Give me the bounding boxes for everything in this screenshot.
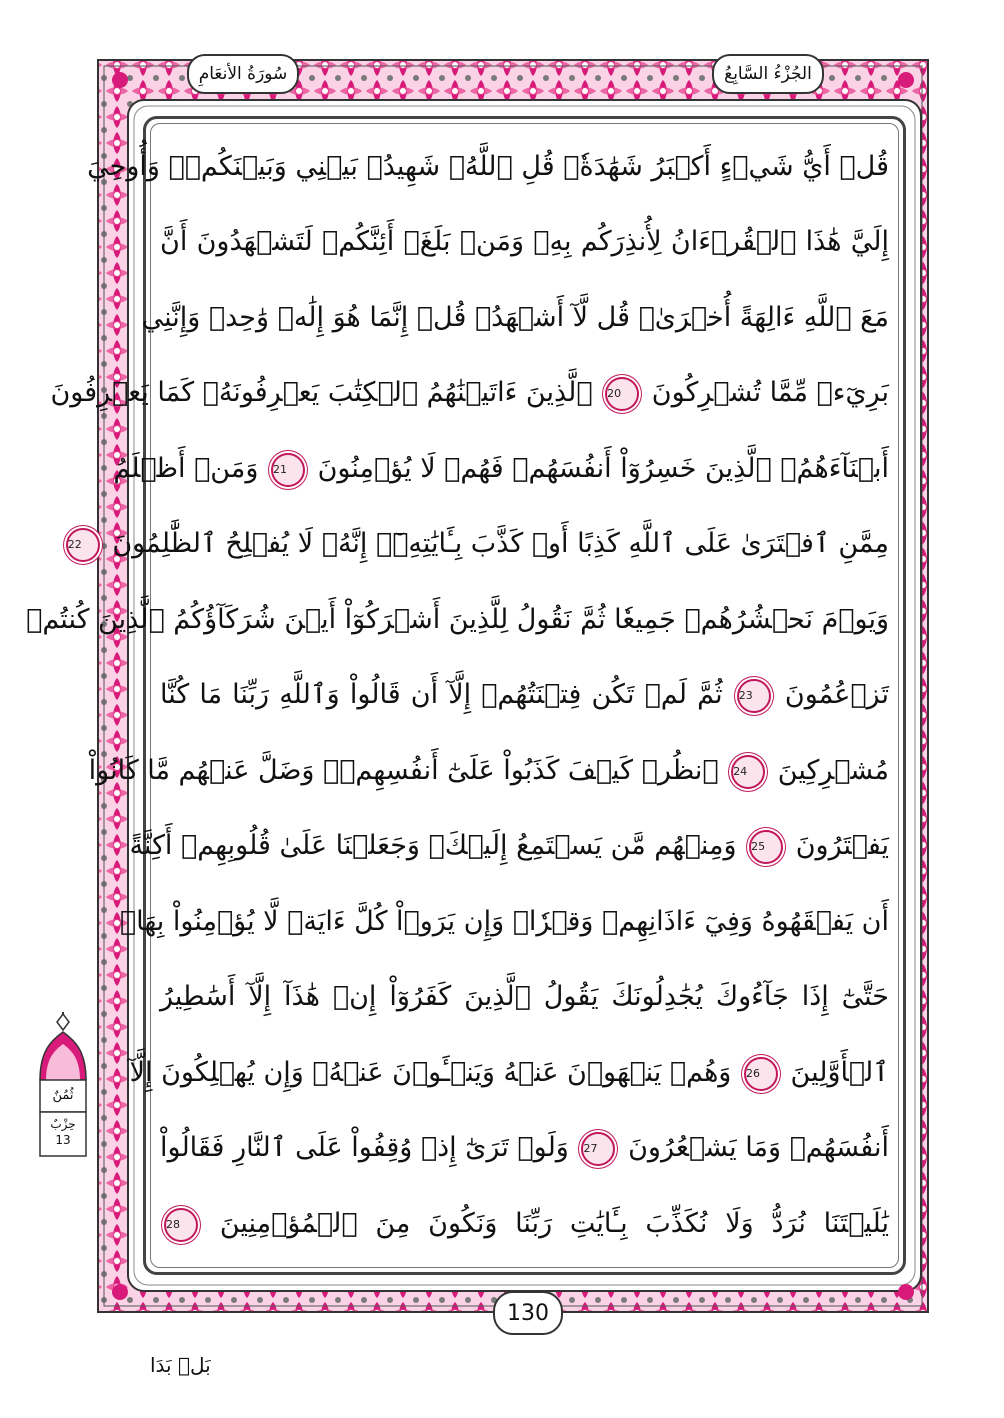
verse-text: مِمَّنِ ٱفۡتَرَىٰ عَلَى ٱللَّهِ كَذِبًا أَوۡ كَذَّبَ بِـَٔايَٰتِهِۦٓۚ إِنَّهُۥ لَا يُفۡلِحُ ٱلظَّٰلِمُونَ bbox=[112, 528, 889, 559]
ayah-number-marker: 20 bbox=[605, 377, 639, 411]
verse-line-12 bbox=[160, 959, 889, 1035]
verse-text: قُلۡ أَيُّ شَيۡءٍ أَكۡبَرُ شَهَٰدَةٗۖ قُلِ ٱللَّهُۖ شَهِيدُۢ بَيۡنِي وَبَيۡنَكُمۡۚ وَأُوحِيَ bbox=[87, 151, 889, 182]
verse-text: وَلَوۡ تَرَىٰٓ إِذۡ وُقِفُواْ عَلَى ٱلنَّارِ فَقَالُواْ bbox=[160, 1132, 569, 1163]
verse-line-5 bbox=[113, 431, 889, 507]
verse-line-11 bbox=[119, 884, 889, 960]
verse-text: ٱلَّذِينَ ءَاتَيۡنَٰهُمُ ٱلۡكِتَٰبَ يَعۡرِفُونَهُۥ كَمَا يَعۡرِفُونَ bbox=[50, 377, 593, 408]
ayah-number-marker: 22 bbox=[66, 528, 100, 562]
verse-line-15 bbox=[160, 1186, 889, 1262]
ayah-number-marker: 27 bbox=[581, 1132, 615, 1166]
catchword-text: بَلۡ بَدَا bbox=[150, 1353, 211, 1377]
page-number-badge bbox=[493, 1291, 563, 1335]
hizb-fraction-label: ثُمُنٌ bbox=[52, 1088, 74, 1103]
ayah-number-marker: 28 bbox=[164, 1208, 198, 1242]
verse-text: بَرِيٓءٞ مِّمَّا تُشۡرِكُونَ bbox=[651, 377, 889, 408]
verse-line-9 bbox=[88, 733, 889, 809]
verse-line-3 bbox=[141, 280, 889, 356]
hizb-number: 13 bbox=[55, 1133, 71, 1147]
verse-line-7 bbox=[26, 582, 889, 658]
verse-line-13 bbox=[129, 1035, 889, 1111]
verse-text: ثُمَّ لَمۡ تَكُن فِتۡنَتُهُمۡ إِلَّآ أَن قَالُواْ وَٱللَّهِ رَبِّنَا مَا كُنَّا bbox=[160, 679, 723, 710]
surah-name-text: سُورَةُ الأنعَامِ bbox=[198, 64, 288, 84]
verse-text: حَتَّىٰٓ إِذَا جَآءُوكَ يُجَٰدِلُونَكَ يَقُولُ ٱلَّذِينَ كَفَرُوٓاْ إِنۡ هَٰذَآ إِلَّآ أَسَٰطِيرُ bbox=[160, 981, 889, 1012]
ayah-number-marker: 21 bbox=[271, 453, 305, 487]
juz-name-text: الجُزْءُ السَّابِعُ bbox=[724, 64, 812, 84]
verse-text: مَعَ ٱللَّهِ ءَالِهَةً أُخۡرَىٰۚ قُل لَّآ أَشۡهَدُۚ قُلۡ إِنَّمَا هُوَ إِلَٰهٞ وَٰحِدٞ وَإِنَّنِي bbox=[141, 302, 889, 333]
verse-text: أَنفُسَهُمۡ وَمَا يَشۡعُرُونَ bbox=[628, 1132, 889, 1163]
verse-line-6 bbox=[67, 506, 889, 582]
verse-text: وَهُمۡ يَنۡهَوۡنَ عَنۡهُ وَيَنۡـَٔوۡنَ عَنۡهُۖ وَإِن يُهۡلِكُونَ إِلَّآ bbox=[129, 1057, 732, 1088]
verse-text: يَٰلَيۡتَنَا نُرَدُّ وَلَا نُكَذِّبَ بِـَٔايَٰتِ رَبِّنَا وَنَكُونَ مِنَ ٱلۡمُؤۡمِنِينَ bbox=[219, 1208, 889, 1239]
verse-text: يَفۡتَرُونَ bbox=[795, 830, 889, 861]
verse-text: تَزۡعُمُونَ bbox=[784, 679, 889, 710]
verse-text: أَن يَفۡقَهُوهُ وَفِيٓ ءَاذَانِهِمۡ وَقۡرٗاۚ وَإِن يَرَوۡاْ كُلَّ ءَايَةٖ لَّا يُؤۡمِنُواْ بِهَاۖ bbox=[119, 906, 889, 937]
verse-text: وَيَوۡمَ نَحۡشُرُهُمۡ جَمِيعٗا ثُمَّ نَقُولُ لِلَّذِينَ أَشۡرَكُوٓاْ أَيۡنَ شُرَكَآؤُكُمُ ٱلَّذِينَ كُنتُمۡ bbox=[26, 604, 889, 635]
verse-line-1 bbox=[87, 129, 889, 205]
ayah-number-marker: 24 bbox=[731, 755, 765, 789]
hizb-label: حِزْبٌ bbox=[50, 1117, 76, 1131]
ayah-number-marker: 25 bbox=[749, 830, 783, 864]
verse-text: ٱلۡأَوَّلِينَ bbox=[790, 1057, 889, 1088]
verse-line-8 bbox=[160, 657, 889, 733]
juz-name-label bbox=[712, 54, 824, 94]
surah-name-label bbox=[187, 54, 299, 94]
verse-text: وَمِنۡهُم مَّن يَسۡتَمِعُ إِلَيۡكَۖ وَجَعَلۡنَا عَلَىٰ قُلُوبِهِمۡ أَكِنَّةً bbox=[129, 830, 737, 861]
ayah-number-marker: 23 bbox=[737, 679, 771, 713]
verse-text: إِلَيَّ هَٰذَا ٱلۡقُرۡءَانُ لِأُنذِرَكُم بِهِۦ وَمَنۢ بَلَغَۚ أَئِنَّكُمۡ لَتَشۡهَدُونَ أَنَّ bbox=[160, 226, 889, 257]
verse-line-2 bbox=[160, 204, 889, 280]
verse-text: مُشۡرِكِينَ bbox=[777, 755, 889, 786]
verse-text: ٱنظُرۡ كَيۡفَ كَذَبُواْ عَلَىٰٓ أَنفُسِهِمۡۚ وَضَلَّ عَنۡهُم مَّا كَانُواْ bbox=[88, 755, 719, 786]
verse-line-10 bbox=[129, 808, 889, 884]
verse-line-4 bbox=[50, 355, 889, 431]
ayah-number-marker: 26 bbox=[744, 1057, 778, 1091]
verse-text: وَمَنۡ أَظۡلَمُ bbox=[113, 453, 259, 484]
verse-text: أَبۡنَآءَهُمُۘ ٱلَّذِينَ خَسِرُوٓاْ أَنفُسَهُمۡ فَهُمۡ لَا يُؤۡمِنُونَ bbox=[317, 453, 889, 484]
verse-line-14 bbox=[160, 1110, 889, 1186]
page-number-text: 130 bbox=[507, 1300, 549, 1326]
